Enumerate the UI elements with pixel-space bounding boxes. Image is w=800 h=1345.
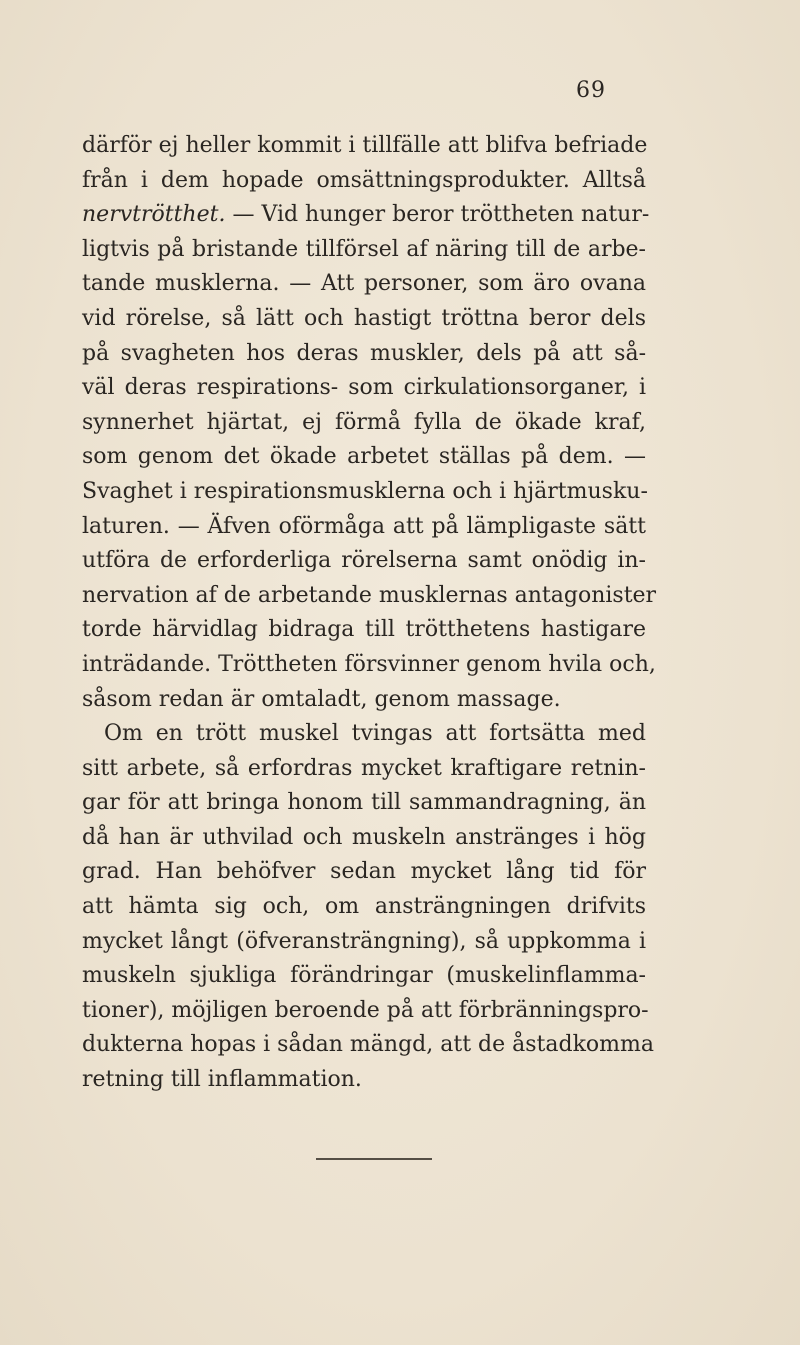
text-line: utföra de erforderliga rörelserna samt onödig in- [82, 548, 646, 574]
text-line: på svagheten hos deras muskler, dels på att så- [82, 340, 646, 366]
text-line: grad. Han behöfver sedan mycket lång tid för [82, 859, 646, 885]
text-line: ligtvis på bristande tillförsel af näring till de arbe- [82, 236, 646, 262]
text-line: såsom redan är omtaladt, genom massage. [82, 686, 561, 712]
text-line: att hämta sig och, om ansträngningen drifvits [82, 894, 646, 920]
text-line: gar för att bringa honom till sammandragning, än [82, 790, 646, 816]
text-line: sitt arbete, så erfordras mycket kraftigare retnin- [82, 755, 646, 781]
section-divider [316, 1158, 432, 1160]
paragraph-2 [82, 717, 654, 1098]
text-line: mycket långt (öfveransträngning), så uppkomma i [82, 928, 646, 954]
text-line: muskeln sjukliga förändringar (muskelinflamma- [82, 963, 646, 989]
paragraph-1 [82, 129, 657, 717]
text-line: vid rörelse, så lätt och hastigt tröttna beror dels [82, 305, 646, 331]
text-line: Om en trött muskel tvingas att fortsätta med [104, 721, 646, 747]
text-line: nervation af de arbetande musklernas antagonister [82, 582, 657, 608]
text-line: tioner), möjligen beroende på att förbränningspro- [82, 997, 649, 1023]
text-line-rest: — Vid hunger beror tröttheten natur- [232, 202, 650, 228]
body-text [82, 129, 657, 1098]
text-line: torde härvidlag bidraga till trötthetens hastigare [82, 617, 646, 643]
text-line: som genom det ökade arbetet ställas på dem. — [82, 444, 646, 470]
text-line: laturen. — Äfven oförmåga att på lämpligaste sätt [82, 513, 646, 539]
text-line: då han är uthvilad och muskeln anstränges i hög [82, 824, 646, 850]
text-line: dukterna hopas i sådan mängd, att de åstadkomma [82, 1032, 654, 1058]
text-line: inträdande. Tröttheten försvinner genom hvila och, [82, 651, 656, 677]
text-line: retning till inflammation. [82, 1067, 362, 1093]
text-line: därför ej heller kommit i tillfälle att blifva befriade [82, 133, 648, 158]
text-line-with-italic [82, 198, 650, 233]
text-line: väl deras respirations- som cirkulationsorganer, i [82, 375, 646, 401]
page-number: 69 [576, 78, 606, 103]
text-line: Svaghet i respirationsmusklerna och i hjärtmusku- [82, 478, 648, 504]
text-line: från i dem hopade omsättningsprodukter. Alltså [82, 167, 646, 193]
text-line: tande musklerna. — Att personer, som äro ovana [82, 271, 646, 297]
text-line: synnerhet hjärtat, ej förmå fylla de ökade kraf, [82, 409, 646, 435]
italic-term: nervtrötthet. [82, 202, 226, 228]
